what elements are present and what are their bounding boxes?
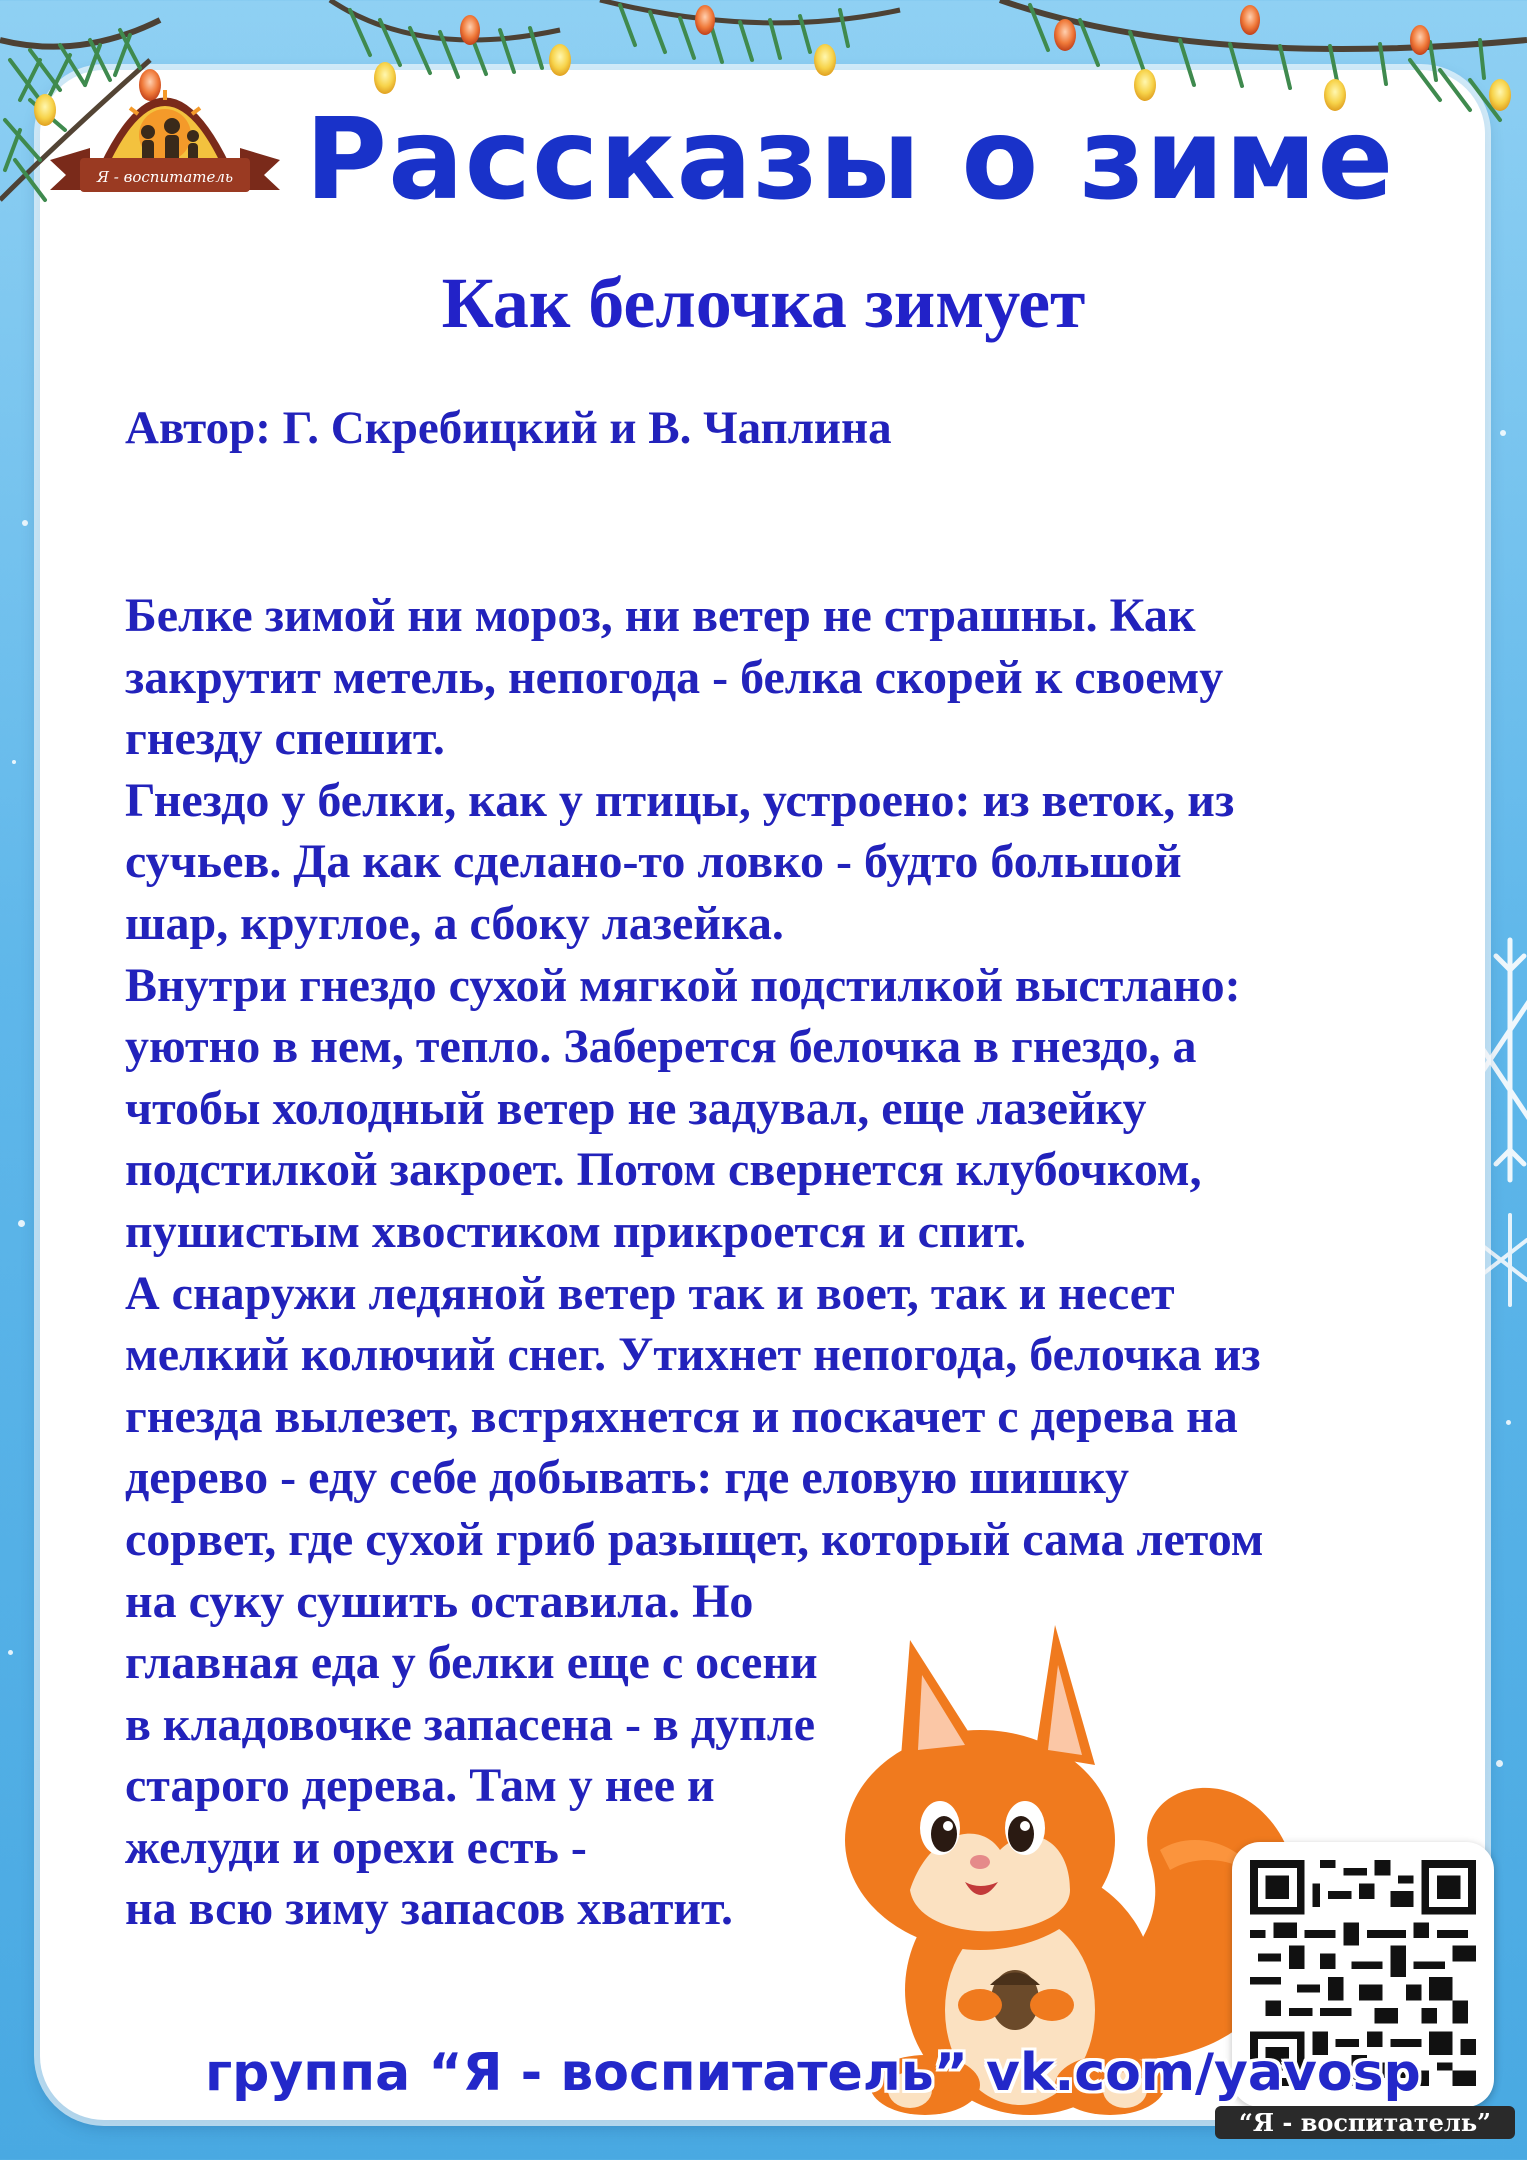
story-line: сучьев. Да как сделано-то ловко - будто большой	[125, 835, 1182, 889]
story-line: главная еда у белки еще с осени	[125, 1636, 818, 1690]
story-line: в кладовочке запасена - в дупле	[125, 1697, 816, 1751]
story-line: чтобы холодный ветер не задувал, еще лазейку	[125, 1081, 1147, 1135]
logo-text: Я - воспитатель	[96, 168, 234, 186]
story-line: на суку сушить оставила. Но	[125, 1574, 754, 1628]
footer-group-link[interactable]: группа “Я - воспитатель” vk.com/yavosp	[205, 2043, 1421, 2103]
story-line: пушистым хвостиком прикроется и спит.	[125, 1204, 1027, 1258]
story-line: закрутит метель, непогода - белка скорей к своему	[125, 650, 1224, 704]
story-line: желуди и орехи есть -	[125, 1820, 587, 1874]
story-line: подстилкой закроет. Потом свернется клубочком,	[125, 1143, 1202, 1197]
author-line: Автор: Г. Скребицкий и В. Чаплина	[125, 402, 892, 454]
story-title: Как белочка зимует	[441, 263, 1086, 343]
page-title: Рассказы о зиме	[305, 95, 1395, 225]
story-line: гнезда вылезет, встряхнется и поскачет с дерева на	[125, 1389, 1238, 1443]
story-line: мелкий колючий снег. Утихнет непогода, белочка из	[125, 1328, 1261, 1382]
story-line: Гнездо у белки, как у птицы, устроено: из веток, из	[125, 773, 1235, 827]
story-line: шар, круглое, а сбоку лазейка.	[125, 896, 784, 950]
story-line: дерево - еду себе добывать: где еловую шишку	[125, 1451, 1130, 1505]
story-line: Белке зимой ни мороз, ни ветер не страшны. Как	[125, 589, 1196, 642]
story-line: Внутри гнездо сухой мягкой подстилкой выстлано:	[125, 958, 1241, 1012]
qr-caption: “Я - воспитатель”	[1215, 2106, 1515, 2139]
story-line: гнезду спешит.	[125, 712, 445, 766]
story-line: А снаружи ледяной ветер так и воет, так и несет	[125, 1266, 1175, 1320]
story-line: сорвет, где сухой гриб разыщет, который сама летом	[125, 1512, 1264, 1566]
story-line: уютно в нем, тепло. Заберется белочка в гнездо, а	[125, 1020, 1197, 1074]
group-logo	[30, 40, 300, 210]
story-line: на всю зиму запасов хватит.	[125, 1882, 734, 1936]
story-line: старого дерева. Там у нее и	[125, 1759, 715, 1813]
